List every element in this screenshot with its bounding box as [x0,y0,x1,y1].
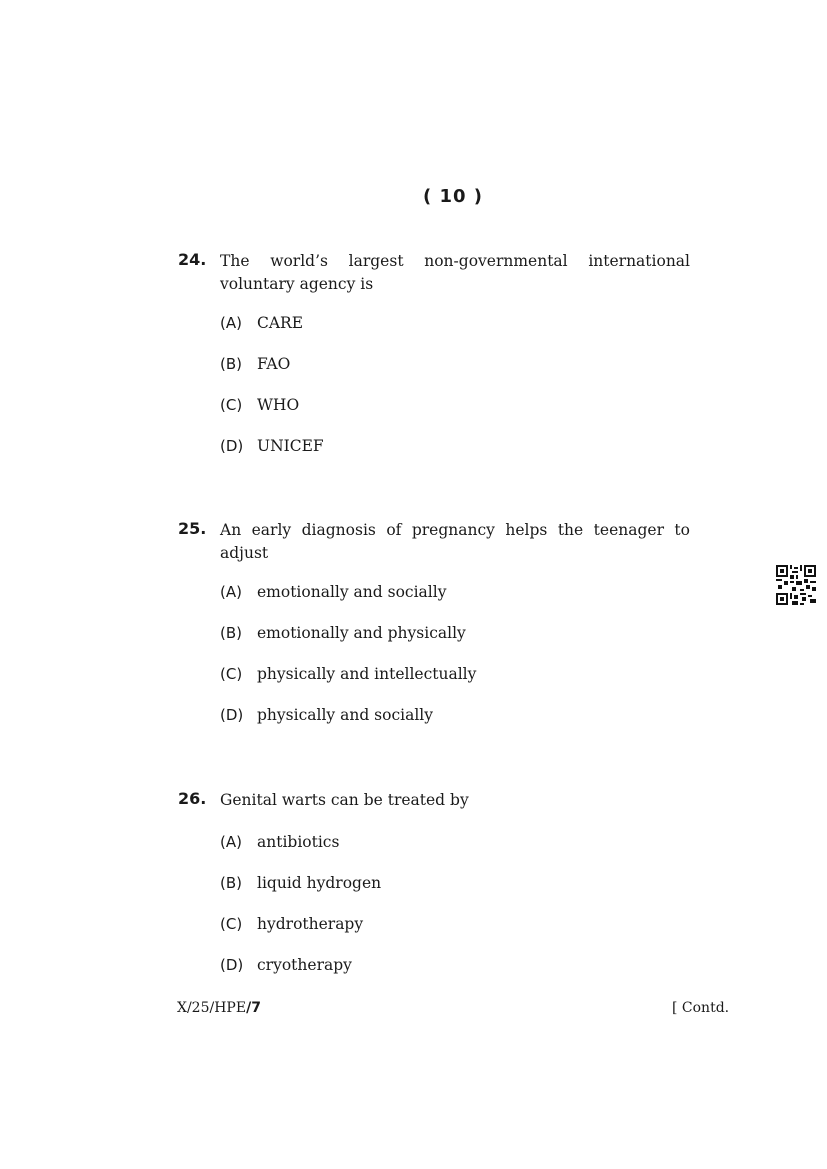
option-label: (D) [220,956,244,974]
option-text: emotionally and physically [257,624,466,642]
option-label: (C) [220,396,243,414]
option-label: (A) [220,583,242,601]
option-a [220,832,690,873]
option-b [220,873,690,914]
option-label: (C) [220,915,243,933]
option-text: physically and intellectually [257,665,477,683]
question-24 [178,250,690,477]
page-number: ( 10 ) [422,186,484,207]
option-label: (B) [220,874,242,892]
option-c [220,914,690,955]
option-text: CARE [257,314,304,332]
paper-code-prefix: X/25/HPE [177,1000,247,1016]
options-list [220,832,690,996]
question-number: 24. [178,250,207,269]
option-text: physically and socially [257,706,434,724]
continued-label: [ Contd. [672,1000,730,1016]
option-label: (B) [220,624,242,642]
option-label: (A) [220,833,242,851]
option-text: emotionally and socially [257,583,447,601]
option-a [220,582,690,623]
question-number: 25. [178,519,207,538]
option-label: (C) [220,665,243,683]
question-text: Genital warts can be treated by [220,791,469,809]
option-text: FAO [257,355,291,373]
option-text: hydrotherapy [257,915,364,933]
question-text: An early diagnosis of pregnancy helps the teenager to adjust [220,521,690,562]
option-c [220,664,690,705]
option-label: (D) [220,706,244,724]
question-25 [178,519,690,746]
question-26 [178,789,690,996]
paper-code-suffix: /7 [246,1000,261,1016]
qr-code-icon [776,565,816,605]
options-list [220,313,690,477]
option-label: (A) [220,314,242,332]
option-label: (D) [220,437,244,455]
option-text: cryotherapy [257,956,352,974]
option-c [220,395,690,436]
option-b [220,354,690,395]
option-d [220,705,690,746]
option-b [220,623,690,664]
option-text: WHO [257,396,300,414]
option-text: UNICEF [257,437,324,455]
paper-code [177,1000,261,1016]
option-d [220,436,690,477]
options-list [220,582,690,746]
option-text: liquid hydrogen [257,874,382,892]
option-label: (B) [220,355,242,373]
option-d [220,955,690,996]
option-text: antibiotics [257,833,340,851]
question-number: 26. [178,789,207,808]
question-text: The world’s largest non-governmental international voluntary agency is [220,252,690,293]
option-a [220,313,690,354]
